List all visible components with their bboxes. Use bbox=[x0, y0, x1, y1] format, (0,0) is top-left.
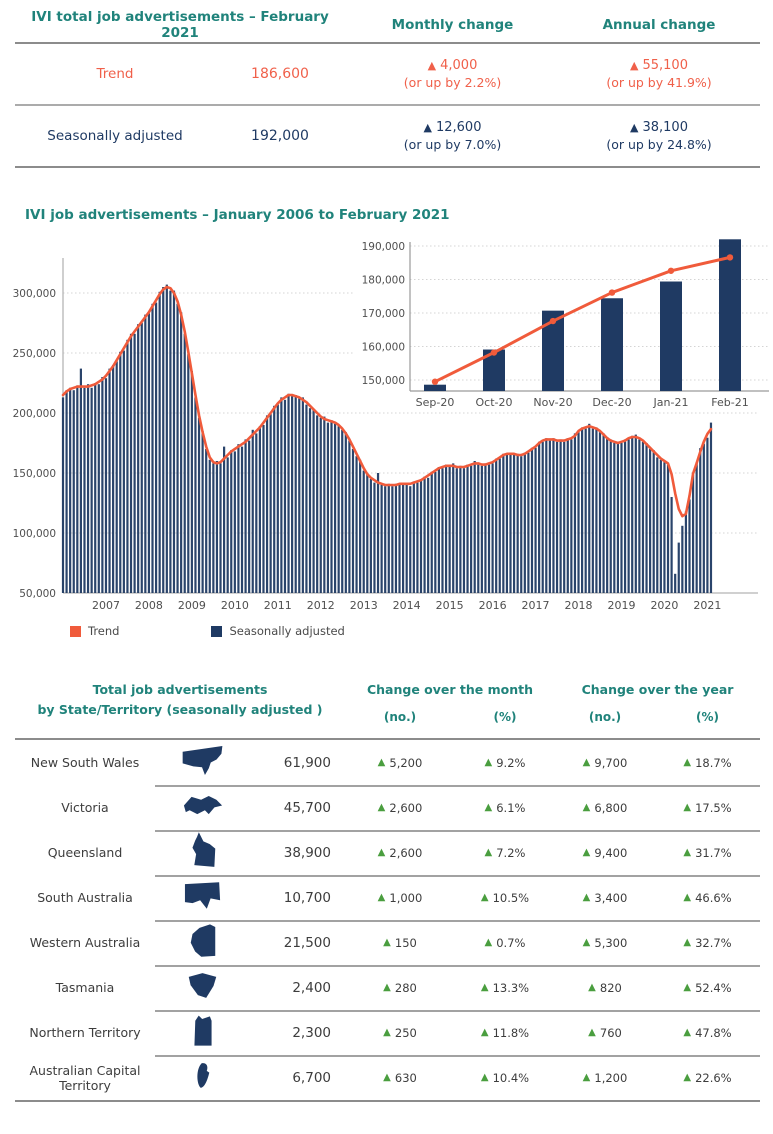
state-year-no-change bbox=[555, 756, 655, 770]
up-triangle-icon: ▲ bbox=[582, 847, 591, 858]
up-triangle-icon: ▲ bbox=[377, 802, 386, 813]
state-total-value: 21,500 bbox=[283, 934, 331, 951]
annual-change-delta: ▲ 38,100 bbox=[630, 120, 688, 135]
state-month-no-change bbox=[345, 891, 455, 905]
state-month-pct-change bbox=[455, 1071, 555, 1085]
state-month-no-change bbox=[345, 846, 455, 860]
change-value: 11.8% bbox=[492, 1025, 530, 1040]
state-table-row bbox=[15, 1010, 760, 1055]
svg-text:2021: 2021 bbox=[693, 599, 722, 612]
svg-text:2014: 2014 bbox=[392, 599, 421, 612]
state-name: South Australia bbox=[37, 890, 133, 905]
state-table-row bbox=[15, 965, 760, 1010]
state-month-pct-change bbox=[455, 756, 555, 770]
svg-text:2015: 2015 bbox=[435, 599, 464, 612]
state-table-title: Total job advertisements by State/Territory (seasonally adjusted ) bbox=[37, 682, 323, 717]
svg-text:2012: 2012 bbox=[306, 599, 335, 612]
monthly-change-note: (or up by 7.0%) bbox=[403, 137, 502, 152]
state-month-pct-change bbox=[455, 936, 555, 950]
state-year-pct-change bbox=[655, 846, 760, 860]
chart-title: IVI job advertisements – January 2006 to February 2021 bbox=[25, 207, 450, 223]
state-name: New South Wales bbox=[30, 755, 140, 770]
svg-text:160,000: 160,000 bbox=[361, 341, 405, 354]
state-table-header bbox=[15, 672, 760, 738]
up-triangle-icon: ▲ bbox=[383, 937, 391, 948]
nt-map-icon bbox=[191, 1014, 215, 1048]
change-value: 46.6% bbox=[695, 890, 732, 905]
up-triangle-icon: ▲ bbox=[683, 1027, 692, 1038]
up-triangle-icon: ▲ bbox=[484, 802, 493, 813]
up-triangle-icon: ▲ bbox=[480, 1027, 489, 1038]
state-table-row bbox=[15, 785, 760, 830]
wa-map-icon bbox=[189, 923, 217, 959]
svg-text:2019: 2019 bbox=[607, 599, 636, 612]
state-year-pct-change bbox=[655, 981, 760, 995]
change-value: 1,000 bbox=[389, 890, 423, 905]
up-triangle-icon: ▲ bbox=[588, 982, 596, 993]
up-triangle-icon: ▲ bbox=[383, 1027, 391, 1038]
change-value: 9.2% bbox=[496, 755, 526, 770]
summary-row-rule bbox=[15, 166, 760, 168]
summary-row bbox=[15, 106, 760, 166]
summary-table-title: IVI total job advertisements – February 2021 bbox=[31, 9, 329, 41]
svg-text:150,000: 150,000 bbox=[361, 375, 405, 387]
state-icon-cell bbox=[155, 972, 250, 1004]
summary-table bbox=[15, 8, 760, 168]
change-value: 47.8% bbox=[695, 1025, 732, 1040]
state-icon-cell bbox=[155, 745, 250, 780]
state-bottom-rule bbox=[15, 1100, 760, 1102]
up-triangle-icon: ▲ bbox=[582, 802, 591, 813]
vic-map-icon bbox=[182, 794, 224, 817]
summary-row-value: 186,600 bbox=[251, 66, 309, 82]
state-table-body bbox=[15, 740, 760, 1100]
change-value: 2,600 bbox=[389, 845, 423, 860]
state-year-no-change bbox=[555, 1071, 655, 1085]
annual-change-note: (or up by 24.8%) bbox=[606, 137, 712, 152]
annual-change-cell bbox=[560, 120, 758, 152]
state-total-value: 2,400 bbox=[292, 979, 331, 996]
state-year-pct-change bbox=[655, 891, 760, 905]
svg-text:2008: 2008 bbox=[134, 599, 163, 612]
state-total-value: 2,300 bbox=[292, 1024, 331, 1041]
state-year-no-change bbox=[555, 936, 655, 950]
svg-text:Sep-20: Sep-20 bbox=[415, 396, 455, 409]
state-month-no-change bbox=[345, 801, 455, 815]
state-month-no-change bbox=[345, 1071, 455, 1085]
svg-text:2013: 2013 bbox=[349, 599, 378, 612]
change-value: 280 bbox=[394, 980, 417, 995]
change-value: 9,700 bbox=[594, 755, 628, 770]
state-year-pct-change bbox=[655, 756, 760, 770]
svg-text:Feb-21: Feb-21 bbox=[711, 396, 749, 409]
up-triangle-icon: ▲ bbox=[683, 892, 692, 903]
summary-row-value: 192,000 bbox=[251, 128, 309, 144]
state-icon-cell bbox=[155, 923, 250, 963]
up-triangle-icon: ▲ bbox=[582, 937, 591, 948]
state-month-pct-change bbox=[455, 801, 555, 815]
year-no-subheader: (no.) bbox=[588, 710, 622, 724]
up-triangle-icon: ▲ bbox=[683, 847, 692, 858]
state-icon-cell bbox=[155, 794, 250, 821]
state-name: Victoria bbox=[61, 800, 109, 815]
legend-item bbox=[70, 624, 119, 638]
up-triangle-icon: ▲ bbox=[480, 1072, 489, 1083]
change-value: 5,200 bbox=[389, 755, 423, 770]
monthly-change-cell bbox=[345, 120, 560, 152]
change-value: 5,300 bbox=[594, 935, 628, 950]
state-year-no-change bbox=[555, 1026, 655, 1040]
sa-map-icon bbox=[184, 881, 222, 910]
change-value: 9,400 bbox=[594, 845, 628, 860]
month-pct-subheader: (%) bbox=[493, 710, 517, 724]
up-triangle-icon: ▲ bbox=[683, 937, 692, 948]
change-value: 6.1% bbox=[496, 800, 526, 815]
up-triangle-icon: ▲ bbox=[582, 757, 591, 768]
up-triangle-icon: ▲ bbox=[630, 121, 639, 134]
change-value: 820 bbox=[599, 980, 622, 995]
svg-text:Oct-20: Oct-20 bbox=[475, 396, 513, 409]
monthly-change-header: Monthly change bbox=[391, 17, 514, 33]
svg-text:200,000: 200,000 bbox=[12, 408, 56, 420]
up-triangle-icon: ▲ bbox=[423, 121, 432, 134]
change-value: 10.4% bbox=[492, 1070, 530, 1085]
state-year-pct-change bbox=[655, 1026, 760, 1040]
svg-text:2017: 2017 bbox=[521, 599, 550, 612]
up-triangle-icon: ▲ bbox=[683, 1072, 692, 1083]
up-triangle-icon: ▲ bbox=[480, 982, 489, 993]
legend-item bbox=[211, 624, 344, 638]
state-month-pct-change bbox=[455, 846, 555, 860]
state-month-no-change bbox=[345, 936, 455, 950]
state-table-row bbox=[15, 830, 760, 875]
state-year-pct-change bbox=[655, 801, 760, 815]
qld-map-icon bbox=[187, 832, 218, 869]
chart-legend bbox=[70, 624, 345, 638]
change-value: 13.3% bbox=[492, 980, 530, 995]
up-triangle-icon: ▲ bbox=[484, 847, 493, 858]
state-month-pct-change bbox=[455, 981, 555, 995]
change-value: 17.5% bbox=[695, 800, 732, 815]
state-month-no-change bbox=[345, 981, 455, 995]
inset-chart-panel bbox=[355, 236, 773, 412]
tas-map-icon bbox=[186, 972, 219, 1000]
chart-area bbox=[0, 233, 773, 633]
state-name: Queensland bbox=[47, 845, 123, 860]
svg-text:180,000: 180,000 bbox=[361, 274, 405, 287]
legend-swatch bbox=[70, 626, 81, 637]
state-month-no-change bbox=[345, 1026, 455, 1040]
change-value: 32.7% bbox=[695, 935, 732, 950]
state-total-value: 10,700 bbox=[283, 889, 331, 906]
annual-change-cell bbox=[560, 58, 758, 90]
up-triangle-icon: ▲ bbox=[377, 892, 386, 903]
change-value: 31.7% bbox=[695, 845, 732, 860]
change-value: 18.7% bbox=[695, 755, 732, 770]
up-triangle-icon: ▲ bbox=[377, 847, 386, 858]
change-value: 7.2% bbox=[496, 845, 526, 860]
svg-text:2020: 2020 bbox=[650, 599, 679, 612]
change-value: 150 bbox=[394, 935, 417, 950]
act-map-icon bbox=[194, 1061, 211, 1091]
state-name: Western Australia bbox=[29, 935, 141, 950]
state-table-row bbox=[15, 1055, 760, 1100]
change-value: 52.4% bbox=[695, 980, 732, 995]
svg-text:100,000: 100,000 bbox=[12, 528, 56, 540]
change-value: 760 bbox=[599, 1025, 622, 1040]
summary-table-body bbox=[15, 44, 760, 168]
up-triangle-icon: ▲ bbox=[582, 892, 591, 903]
monthly-change-delta: ▲ 4,000 bbox=[427, 58, 478, 73]
state-icon-cell bbox=[155, 1014, 250, 1052]
state-year-pct-change bbox=[655, 1071, 760, 1085]
monthly-change-delta: ▲ 12,600 bbox=[423, 120, 482, 135]
change-value: 250 bbox=[394, 1025, 417, 1040]
change-year-header: Change over the year bbox=[581, 682, 734, 697]
state-month-pct-change bbox=[455, 891, 555, 905]
change-value: 1,200 bbox=[594, 1070, 628, 1085]
summary-row-label: Trend bbox=[96, 66, 134, 82]
state-icon-cell bbox=[155, 881, 250, 914]
summary-row-label: Seasonally adjusted bbox=[47, 128, 183, 144]
monthly-change-cell bbox=[345, 58, 560, 90]
svg-text:250,000: 250,000 bbox=[12, 348, 56, 360]
svg-text:Nov-20: Nov-20 bbox=[533, 396, 573, 409]
change-month-header: Change over the month bbox=[366, 682, 533, 697]
state-total-value: 61,900 bbox=[283, 754, 331, 771]
svg-text:2009: 2009 bbox=[177, 599, 206, 612]
inset-chart bbox=[355, 236, 773, 412]
svg-text:170,000: 170,000 bbox=[361, 308, 405, 320]
summary-row bbox=[15, 44, 760, 104]
month-no-subheader: (no.) bbox=[383, 710, 417, 724]
change-value: 0.7% bbox=[496, 935, 526, 950]
svg-text:2011: 2011 bbox=[263, 599, 292, 612]
change-value: 6,800 bbox=[594, 800, 628, 815]
state-table bbox=[15, 672, 760, 1102]
svg-text:150,000: 150,000 bbox=[12, 468, 56, 480]
state-total-value: 38,900 bbox=[283, 844, 331, 861]
state-year-no-change bbox=[555, 981, 655, 995]
up-triangle-icon: ▲ bbox=[582, 1072, 591, 1083]
state-icon-cell bbox=[155, 1061, 250, 1095]
annual-change-note: (or up by 41.9%) bbox=[606, 75, 712, 90]
state-total-value: 6,700 bbox=[292, 1069, 331, 1086]
svg-text:Jan-21: Jan-21 bbox=[653, 396, 689, 409]
up-triangle-icon: ▲ bbox=[588, 1027, 596, 1038]
up-triangle-icon: ▲ bbox=[480, 892, 489, 903]
monthly-change-note: (or up by 2.2%) bbox=[403, 75, 502, 90]
svg-text:2007: 2007 bbox=[91, 599, 120, 612]
up-triangle-icon: ▲ bbox=[383, 1072, 391, 1083]
change-value: 22.6% bbox=[695, 1070, 732, 1085]
up-triangle-icon: ▲ bbox=[683, 982, 692, 993]
svg-text:Dec-20: Dec-20 bbox=[592, 396, 632, 409]
annual-change-header: Annual change bbox=[602, 17, 716, 33]
up-triangle-icon: ▲ bbox=[630, 59, 639, 72]
up-triangle-icon: ▲ bbox=[427, 59, 437, 72]
legend-label: Seasonally adjusted bbox=[229, 624, 345, 638]
svg-text:2010: 2010 bbox=[220, 599, 249, 612]
change-value: 2,600 bbox=[389, 800, 423, 815]
change-value: 630 bbox=[394, 1070, 417, 1085]
state-name: Tasmania bbox=[55, 980, 115, 995]
nsw-map-icon bbox=[181, 745, 225, 776]
svg-text:2016: 2016 bbox=[478, 599, 507, 612]
up-triangle-icon: ▲ bbox=[484, 757, 493, 768]
state-month-pct-change bbox=[455, 1026, 555, 1040]
legend-swatch bbox=[211, 626, 222, 637]
up-triangle-icon: ▲ bbox=[377, 757, 386, 768]
state-table-row bbox=[15, 920, 760, 965]
state-table-row bbox=[15, 740, 760, 785]
state-table-row bbox=[15, 875, 760, 920]
state-year-no-change bbox=[555, 801, 655, 815]
state-year-no-change bbox=[555, 891, 655, 905]
annual-change-delta: ▲ 55,100 bbox=[630, 58, 688, 73]
legend-label: Trend bbox=[88, 624, 120, 638]
state-name: Northern Territory bbox=[29, 1025, 141, 1040]
up-triangle-icon: ▲ bbox=[683, 802, 692, 813]
svg-text:50,000: 50,000 bbox=[19, 588, 56, 600]
up-triangle-icon: ▲ bbox=[383, 982, 391, 993]
state-year-pct-change bbox=[655, 936, 760, 950]
up-triangle-icon: ▲ bbox=[683, 757, 692, 768]
change-value: 10.5% bbox=[492, 890, 530, 905]
svg-text:300,000: 300,000 bbox=[12, 288, 56, 300]
state-year-no-change bbox=[555, 846, 655, 860]
svg-text:190,000: 190,000 bbox=[361, 241, 405, 253]
state-name: Australian Capital Territory bbox=[29, 1062, 141, 1093]
svg-text:2018: 2018 bbox=[564, 599, 593, 612]
state-icon-cell bbox=[155, 832, 250, 873]
state-month-no-change bbox=[345, 756, 455, 770]
year-pct-subheader: (%) bbox=[696, 710, 719, 724]
change-value: 3,400 bbox=[594, 890, 628, 905]
state-total-value: 45,700 bbox=[283, 799, 331, 816]
up-triangle-icon: ▲ bbox=[484, 937, 493, 948]
